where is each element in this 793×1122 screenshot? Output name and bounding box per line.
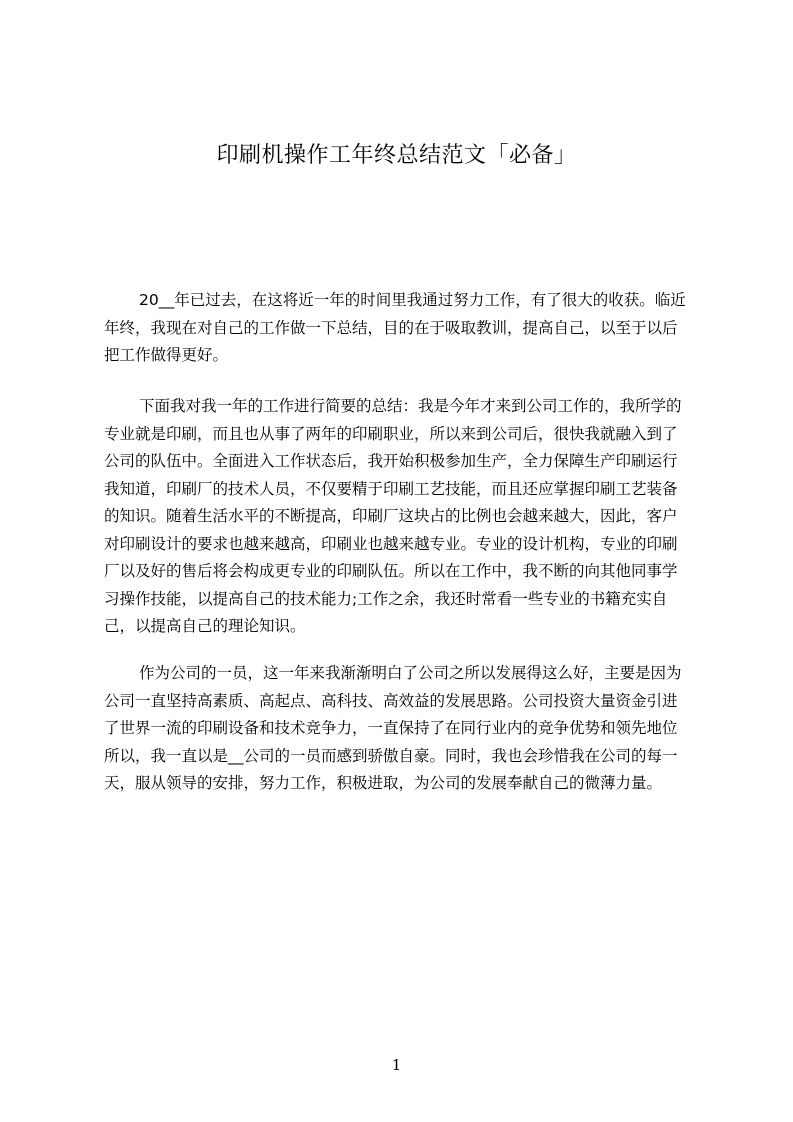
paragraph-line: 年终，我现在对自己的工作做一下总结，目的在于吸取教训，提高自己，以至于以后: [104, 318, 678, 337]
paragraph-line: 习操作技能，以提高自己的技术能力;工作之余，我还时常看一些专业的书籍充实自: [104, 589, 668, 608]
paragraph-line: 己，以提高自己的理论知识。: [104, 617, 306, 635]
paragraph-line: 下面我对我一年的工作进行简要的总结：我是今年才来到公司工作的，我所学的: [139, 397, 682, 415]
paragraph-line: 公司一直坚持高素质、高起点、高科技、高效益的发展思路。公司投资大量资金引进: [104, 691, 678, 710]
paragraph-line: 对印刷设计的要求也越来越高，印刷业也越来越专业。专业的设计机构，专业的印刷: [104, 534, 678, 553]
paragraph-line: 的知识。随着生活水平的不断提高，印刷厂这块占的比例也会越来越大，因此，客户: [104, 507, 678, 525]
paragraph-2: [104, 393, 696, 641]
paragraph-1: [104, 287, 696, 370]
paragraph-line: 专业就是印刷，而且也从事了两年的印刷职业，所以来到公司后，很快我就融入到了: [104, 424, 678, 443]
paragraph-line: 20__年已过去，在这将近一年的时间里我通过努力工作，有了很大的收获。临近: [139, 291, 686, 309]
document-title: 印刷机操作工年终总结范文「必备」: [216, 143, 577, 168]
paragraph-line: 了世界一流的印刷设备和技术竞争力，一直保持了在同行业内的竞争优势和领先地位: [104, 719, 678, 737]
paragraph-line: 天，服从领导的安排，努力工作，积极进取，为公司的发展奉献自己的微薄力量。: [104, 774, 663, 792]
paragraph-line: 我知道，印刷厂的技术人员，不仅要精于印刷工艺技能，而且还应掌握印刷工艺装备: [104, 479, 678, 498]
paragraph-line: 公司的队伍中。全面进入工作状态后，我开始积极参加生产，全力保障生产印刷运行: [104, 452, 678, 470]
paragraph-line: 作为公司的一员，这一年来我渐渐明白了公司之所以发展得这么好，主要是因为: [139, 664, 682, 682]
paragraph-line: 厂以及好的售后将会构成更专业的印刷队伍。所以在工作中，我不断的向其他同事学: [104, 562, 678, 580]
paragraph-3: [104, 660, 696, 798]
paragraph-line: 把工作做得更好。: [104, 346, 229, 364]
page-number: 1: [391, 1056, 402, 1074]
paragraph-line: 所以，我一直以是__公司的一员而感到骄傲自豪。同时，我也会珍惜我在公司的每一: [104, 746, 678, 765]
